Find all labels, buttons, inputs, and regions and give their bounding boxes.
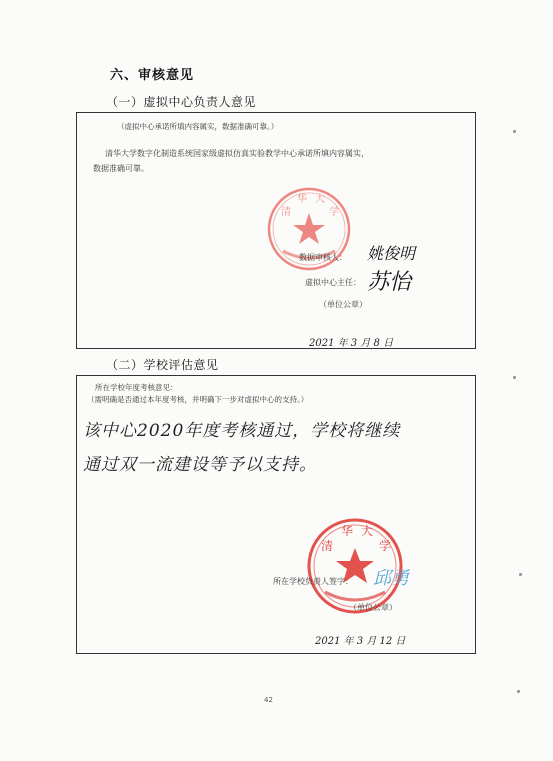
section-title: 六、审核意见 [110,68,195,83]
svg-text:学: 学 [329,207,339,218]
svg-text:大: 大 [315,194,325,205]
school-opinion-line2: 通过双一流建设等予以支持。 [83,455,317,475]
scan-mark [519,573,522,576]
center-opinion-box [76,112,476,349]
svg-text:大: 大 [361,524,374,538]
data-reviewer-label: 数据审核人： [299,253,347,262]
school-unit-seal-label: （单位公章） [349,603,397,612]
school-opinion-heading: （二）学校评估意见 [106,358,219,372]
svg-text:华: 华 [341,524,354,538]
svg-text:清: 清 [321,539,334,553]
school-prompt-line2: （需明确是否通过本年度考核，并明确下一步对虚拟中心的支持。） [87,395,309,404]
director-label: 虚拟中心主任： [305,278,361,287]
center-date: 2021 年 3 月 8 日 [309,338,394,349]
school-opinion-line1: 该中心2020年度考核通过，学校将继续 [83,421,401,441]
school-opinion-box [76,375,476,654]
center-statement-line1: 清华大学数字化制造系统国家级虚拟仿真实验教学中心承诺所填内容属实， [105,149,369,158]
school-leader-signature: 邱勇 [373,568,409,589]
scan-mark [513,376,516,379]
center-opinion-heading: （一）虚拟中心负责人意见 [106,95,257,109]
school-leader-label: 所在学校负责人签字： [273,577,353,586]
center-statement-line2: 数据准确可靠。 [93,164,149,173]
svg-text:清: 清 [281,207,291,218]
center-unit-seal-label: （单位公章） [319,300,367,309]
school-date: 2021 年 3 月 12 日 [315,636,406,647]
scan-mark [517,690,520,693]
page-number: 42 [264,696,273,704]
scan-mark [513,130,516,133]
center-opinion-prompt: （虚拟中心承诺所填内容属实，数据准确可靠。） [117,122,279,131]
data-reviewer-signature: 姚俊明 [367,244,416,263]
school-prompt-line1: 所在学校年度考核意见： [95,383,178,392]
director-signature: 苏怡 [367,270,412,295]
svg-text:华: 华 [297,194,307,205]
svg-text:学: 学 [379,539,392,553]
